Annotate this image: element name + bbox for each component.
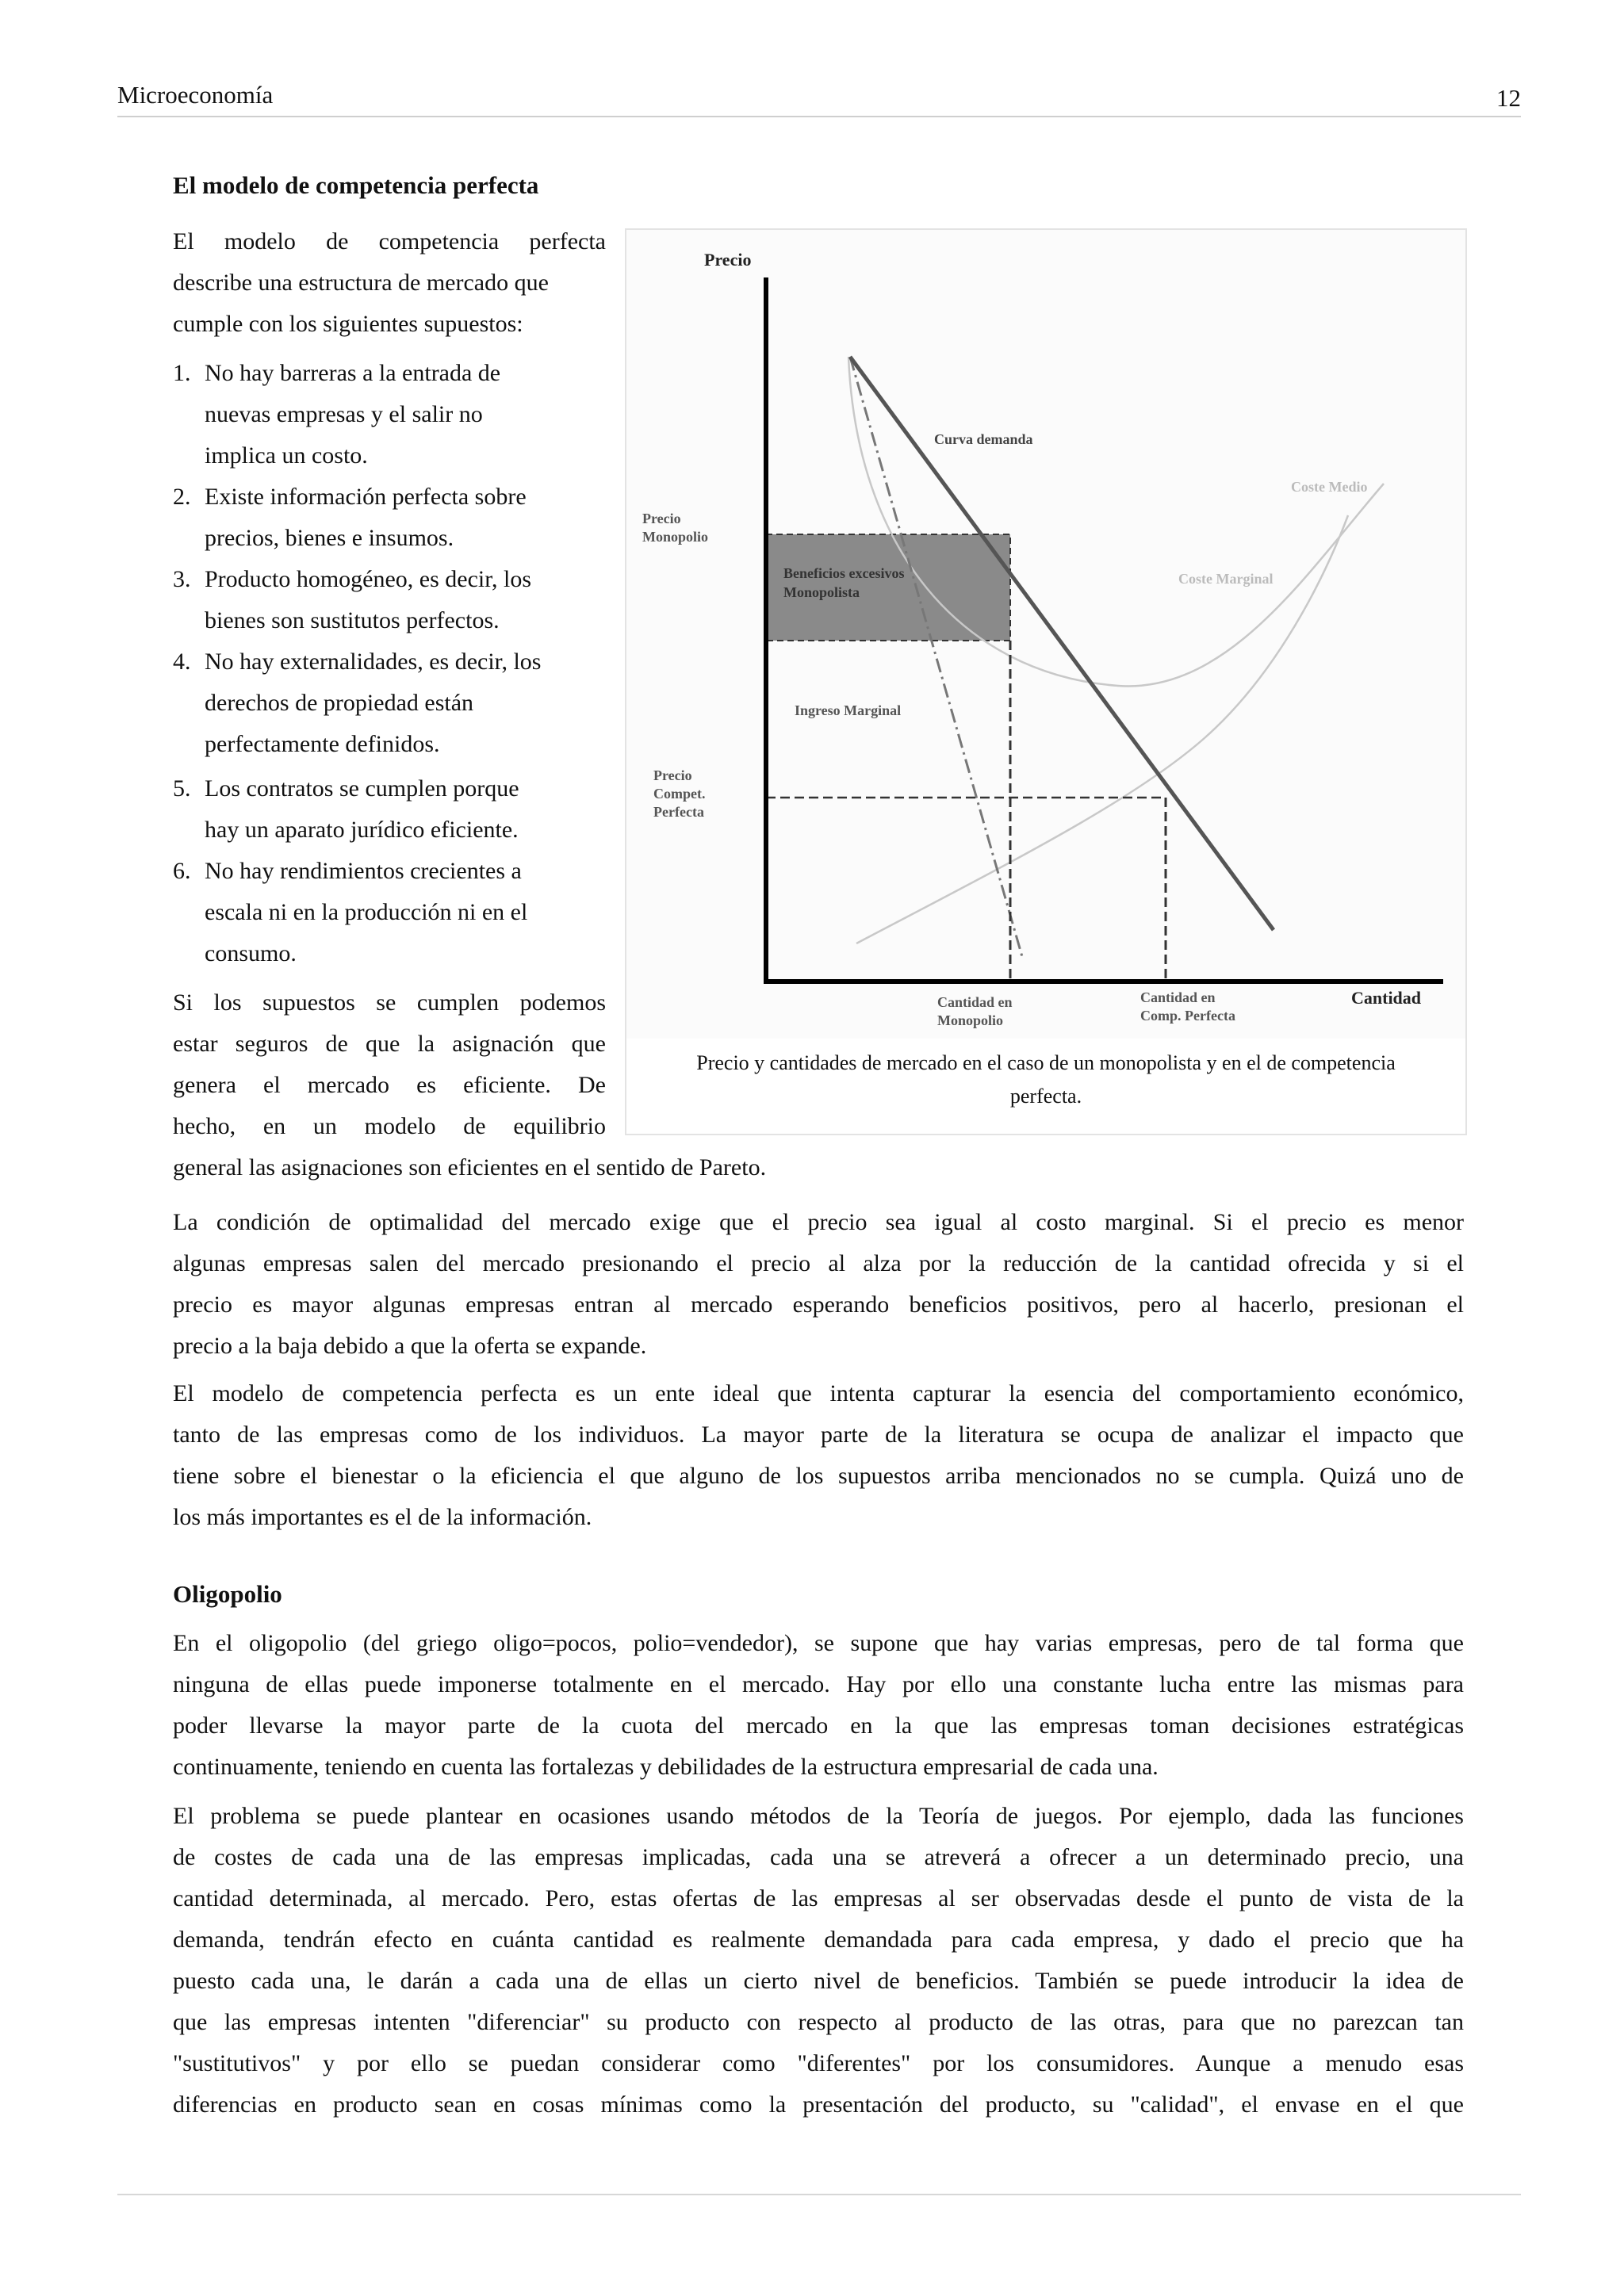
list-item: 6. No hay rendimientos crecientes a bbox=[173, 858, 522, 884]
profit-label-line: Beneficios excesivos bbox=[783, 565, 905, 581]
body-line: En el oligopolio (del griego oligo=pocos, polio=vendedor), se supone que hay varias empresas, pero de tal forma que bbox=[173, 1630, 1464, 1656]
body-line: Si los supuestos se cumplen podemos bbox=[173, 989, 606, 1016]
body-line: poder llevarse la mayor parte de la cuota del mercado en la que las empresas toman decisiones estratégicas bbox=[173, 1712, 1464, 1739]
economics-diagram bbox=[626, 230, 1465, 1039]
body-line: de costes de cada una de las empresas implicadas, cada una se atreverá a ofrecer a un determinado precio, una bbox=[173, 1844, 1464, 1870]
body-line: algunas empresas salen del mercado presionando el precio al alza por la reducción de la cantidad ofrecida y si el bbox=[173, 1250, 1464, 1276]
list-item-line: consumo. bbox=[205, 940, 297, 966]
body-line: precio es mayor algunas empresas entran al mercado esperando beneficios positivos, pero al hacerlo, presionan el bbox=[173, 1292, 1464, 1318]
body-line: demanda, tendrán efecto en cuánta cantidad es realmente demandada para cada empresa, y dado el precio que ha bbox=[173, 1927, 1464, 1953]
section-heading-competencia: El modelo de competencia perfecta bbox=[173, 171, 539, 199]
list-item-line: bienes son sustitutos perfectos. bbox=[205, 607, 500, 633]
body-line: diferencias en producto sean en cosas mínimas como la presentación del producto, su "calidad", el envase en el que bbox=[173, 2091, 1464, 2118]
list-item-line: derechos de propiedad están bbox=[205, 690, 474, 716]
body-line: El modelo de competencia perfecta es un ente ideal que intenta capturar la esencia del comportamiento económico, bbox=[173, 1380, 1464, 1406]
qty-monopoly-label: Monopolio bbox=[937, 1012, 1004, 1028]
x-axis-label: Cantidad bbox=[1351, 988, 1422, 1008]
y-axis-label: Precio bbox=[704, 250, 752, 270]
list-item-line: perfectamente definidos. bbox=[205, 731, 440, 757]
body-line: cantidad determinada, al mercado. Pero, estas ofertas de las empresas al ser observadas desde el punto de vista de la bbox=[173, 1885, 1464, 1911]
list-item: 1. No hay barreras a la entrada de bbox=[173, 360, 501, 386]
list-item-line: nuevas empresas y el salir no bbox=[205, 401, 483, 427]
body-line: precio a la baja debido a que la oferta se expande. bbox=[173, 1333, 647, 1359]
qty-competition-label: Cantidad en bbox=[1140, 989, 1216, 1005]
body-line: "sustitutivos" y por ello se puedan considerar como "diferentes" por los consumidores. Aunque a menudo esas bbox=[173, 2050, 1464, 2076]
demand-label: Curva demanda bbox=[934, 431, 1033, 447]
body-line: hecho, en un modelo de equilibrio bbox=[173, 1113, 606, 1139]
caption-line: perfecta. bbox=[1009, 1085, 1082, 1108]
list-item: 3. Producto homogéneo, es decir, los bbox=[173, 566, 532, 592]
marginal-cost-label: Coste Marginal bbox=[1178, 571, 1274, 587]
figure-monopoly-vs-competition bbox=[625, 228, 1467, 1135]
price-competition-label: Perfecta bbox=[653, 804, 704, 820]
price-monopoly-label: Monopolio bbox=[642, 529, 709, 545]
list-item-line: escala ni en la producción ni en el bbox=[205, 899, 528, 925]
body-line: continuamente, teniendo en cuenta las fortalezas y debilidades de la estructura empresarial de cada una. bbox=[173, 1754, 1159, 1780]
price-competition-label: Precio bbox=[653, 767, 692, 783]
list-item: 2. Existe información perfecta sobre bbox=[173, 484, 527, 510]
list-item-line: implica un costo. bbox=[205, 442, 368, 469]
plot-background bbox=[626, 230, 1465, 1039]
qty-competition-label: Comp. Perfecta bbox=[1140, 1008, 1235, 1024]
body-line: estar seguros de que la asignación que bbox=[173, 1031, 606, 1057]
section-heading-oligopolio: Oligopolio bbox=[173, 1580, 282, 1608]
body-line: La condición de optimalidad del mercado exige que el precio sea igual al costo marginal. Si el precio es menor bbox=[173, 1209, 1464, 1235]
intro-line: El modelo de competencia perfecta bbox=[173, 228, 606, 254]
qty-monopoly-label: Cantidad en bbox=[937, 994, 1013, 1010]
page-header bbox=[117, 76, 1521, 117]
body-line: puesto cada una, le darán a cada una de ellas un cierto nivel de beneficios. También se puede introducir la idea de bbox=[173, 1968, 1464, 1994]
body-line: El problema se puede plantear en ocasiones usando métodos de la Teoría de juegos. Por ejemplo, dada las funciones bbox=[173, 1803, 1464, 1829]
price-monopoly-label: Precio bbox=[642, 511, 681, 526]
list-item: 5. Los contratos se cumplen porque bbox=[173, 775, 519, 802]
intro-line: describe una estructura de mercado que bbox=[173, 270, 549, 296]
intro-line: cumple con los siguientes supuestos: bbox=[173, 311, 523, 337]
marginal-revenue-label: Ingreso Marginal bbox=[795, 702, 902, 718]
page-number: 12 bbox=[1496, 84, 1521, 112]
body-line: general las asignaciones son eficientes en el sentido de Pareto. bbox=[173, 1154, 767, 1181]
avg-cost-label: Coste Medio bbox=[1291, 479, 1368, 495]
list-item-line: precios, bienes e insumos. bbox=[205, 525, 454, 551]
figure-caption bbox=[642, 1047, 1450, 1113]
body-line: tiene sobre el bienestar o la eficiencia el que alguno de los supuestos arriba mencionados no se cumpla. Quizá uno de bbox=[173, 1463, 1464, 1489]
caption-line: Precio y cantidades de mercado en el caso de un monopolista y en el de competencia bbox=[696, 1051, 1396, 1074]
body-line: tanto de las empresas como de los individuos. La mayor parte de la literatura se ocupa de analizar el impacto que bbox=[173, 1422, 1464, 1448]
body-line: que las empresas intenten "diferenciar" su producto con respecto al producto de las otras, para que no parezcan tan bbox=[173, 2009, 1464, 2035]
body-line: ninguna de ellas puede imponerse totalmente en el mercado. Hay por ello una constante lucha entre las mismas para bbox=[173, 1671, 1464, 1697]
body-line: los más importantes es el de la información. bbox=[173, 1504, 592, 1530]
running-title: Microeconomía bbox=[117, 81, 274, 109]
profit-label-line: Monopolista bbox=[783, 584, 860, 600]
footer-rule bbox=[117, 2194, 1521, 2195]
list-item: 4. No hay externalidades, es decir, los bbox=[173, 649, 542, 675]
body-line: genera el mercado es eficiente. De bbox=[173, 1072, 606, 1098]
price-competition-label: Compet. bbox=[653, 786, 706, 802]
list-item-line: hay un aparato jurídico eficiente. bbox=[205, 817, 519, 843]
